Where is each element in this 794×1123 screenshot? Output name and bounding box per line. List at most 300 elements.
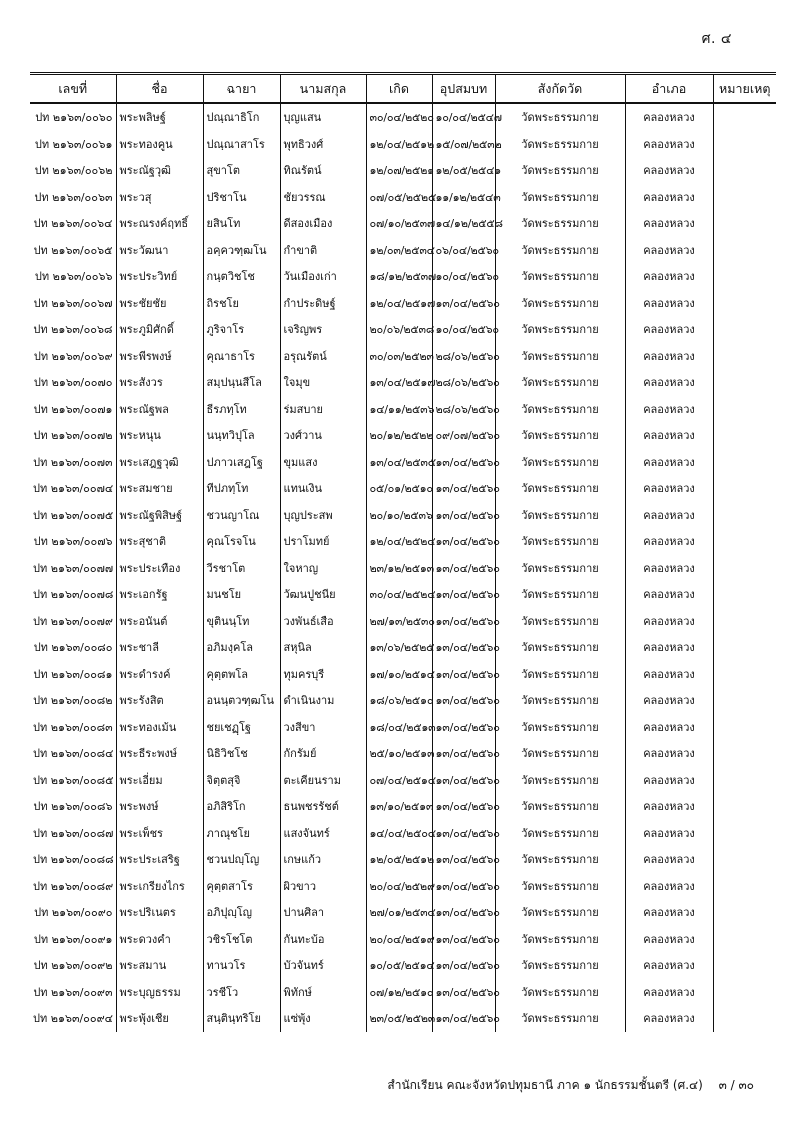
column-header-surname: นามสกุล <box>280 74 366 104</box>
cell-ordained: ๑๓/๐๔/๒๕๖๐ <box>432 820 495 847</box>
cell-surname: ผิวขาว <box>280 873 366 900</box>
cell-district: คลองหลวง <box>625 608 713 635</box>
cell-surname: วงพันธ์เสือ <box>280 608 366 635</box>
cell-born: ๓๐/๐๓/๒๕๒๓ <box>366 343 432 370</box>
cell-surname: ร่มสบาย <box>280 396 366 423</box>
cell-name: พระเอกรัฐ <box>116 581 203 608</box>
cell-surname: วงศ์วาน <box>280 422 366 449</box>
cell-temple: วัดพระธรรมกาย <box>495 1005 625 1032</box>
cell-alias: จิตฺตสุจิ <box>203 767 280 794</box>
cell-alias: อนนฺตวฑฺฒโน <box>203 687 280 714</box>
cell-alias: วีรชาโต <box>203 555 280 582</box>
cell-note <box>713 396 776 423</box>
cell-district: คลองหลวง <box>625 820 713 847</box>
cell-surname: ทิณรัตน์ <box>280 157 366 184</box>
cell-temple: วัดพระธรรมกาย <box>495 449 625 476</box>
table-row <box>30 528 776 555</box>
cell-number: ปท ๒๑๖๓/๐๐๗๙ <box>33 614 113 628</box>
cell-district: คลองหลวง <box>625 343 713 370</box>
cell-district: คลองหลวง <box>625 581 713 608</box>
cell-note <box>713 979 776 1006</box>
cell-note <box>713 634 776 661</box>
cell-note <box>713 1005 776 1032</box>
cell-alias: มนชโย <box>203 581 280 608</box>
cell-temple: วัดพระธรรมกาย <box>495 237 625 264</box>
cell-note <box>713 449 776 476</box>
roster-table <box>30 72 776 1032</box>
cell-district: คลองหลวง <box>625 157 713 184</box>
cell-alias: ทีปภทฺโท <box>203 475 280 502</box>
cell-note <box>713 263 776 290</box>
cell-alias: ปภาวเสฎโฐ <box>203 449 280 476</box>
cell-surname: เกษแก้ว <box>280 846 366 873</box>
table-row <box>30 449 776 476</box>
cell-district: คลองหลวง <box>625 687 713 714</box>
cell-name: พระทองคูน <box>116 131 203 158</box>
cell-alias: กนฺตวิชโช <box>203 263 280 290</box>
column-header-alias: ฉายา <box>203 74 280 104</box>
table-row <box>30 237 776 264</box>
cell-surname: แทนเงิน <box>280 475 366 502</box>
cell-note <box>713 316 776 343</box>
footer-text: สำนักเรียน คณะจังหวัดปทุมธานี ภาค ๑ นักธรรมชั้นตรี (ศ.๔) <box>387 1078 703 1092</box>
cell-district: คลองหลวง <box>625 740 713 767</box>
cell-temple: วัดพระธรรมกาย <box>495 820 625 847</box>
cell-born: ๐๕/๐๑/๒๕๑๐ <box>366 475 432 502</box>
cell-surname: สหุนิล <box>280 634 366 661</box>
cell-born: ๓๐/๐๔/๒๕๒๔ <box>366 581 432 608</box>
cell-born: ๑๘/๐๖/๒๕๑๐ <box>366 687 432 714</box>
table-row <box>30 131 776 158</box>
cell-name: พระพงษ์ <box>116 793 203 820</box>
cell-temple: วัดพระธรรมกาย <box>495 846 625 873</box>
cell-born: ๑๓/๑๐/๒๕๑๓ <box>366 793 432 820</box>
table-row <box>30 184 776 211</box>
cell-ordained: ๑๓/๐๔/๒๕๖๐ <box>432 793 495 820</box>
cell-district: คลองหลวง <box>625 263 713 290</box>
cell-number: ปท ๒๑๖๓/๐๐๘๔ <box>33 747 114 761</box>
cell-name: พระณรงค์ฤทธิ์ <box>116 210 203 237</box>
cell-surname: พุทธิวงศ์ <box>280 131 366 158</box>
cell-note <box>713 687 776 714</box>
cell-born: ๐๗/๐๔/๒๕๑๔ <box>366 767 432 794</box>
table-row <box>30 210 776 237</box>
cell-name: พระเสฎฐวุฒิ <box>116 449 203 476</box>
cell-district: คลองหลวง <box>625 502 713 529</box>
cell-born: ๒๐/๐๔/๒๕๒๙ <box>366 873 432 900</box>
table-row <box>30 103 776 131</box>
cell-surname: ธนพชรรัชต์ <box>280 793 366 820</box>
cell-number: ปท ๒๑๖๓/๐๐๘๐ <box>33 641 113 655</box>
cell-born: ๒๗/๐๑/๒๕๓๔ <box>366 899 432 926</box>
cell-surname: บัวจันทร์ <box>280 952 366 979</box>
cell-ordained: ๑๓/๐๔/๒๕๖๐ <box>432 1005 495 1032</box>
cell-number: ปท ๒๑๖๓/๐๐๗๑ <box>33 402 113 416</box>
table-row <box>30 873 776 900</box>
cell-born: ๑๗/๑๐/๒๕๑๔ <box>366 661 432 688</box>
cell-born: ๒๐/๑๐/๒๕๓๖ <box>366 502 432 529</box>
cell-note <box>713 740 776 767</box>
cell-surname: บุญประสพ <box>280 502 366 529</box>
cell-number: ปท ๒๑๖๓/๐๐๙๔ <box>33 1012 113 1026</box>
cell-name: พระพุ้งเชีย <box>116 1005 203 1032</box>
cell-temple: วัดพระธรรมกาย <box>495 157 625 184</box>
cell-district: คลองหลวง <box>625 449 713 476</box>
cell-temple: วัดพระธรรมกาย <box>495 952 625 979</box>
cell-ordained: ๑๕/๐๗/๒๕๓๒ <box>432 131 495 158</box>
table-row <box>30 581 776 608</box>
cell-district: คลองหลวง <box>625 475 713 502</box>
cell-number: ปท ๒๑๖๓/๐๐๗๐ <box>33 376 113 390</box>
cell-number: ปท ๒๑๖๓/๐๐๘๘ <box>33 853 114 867</box>
cell-name: พระสุชาติ <box>116 528 203 555</box>
cell-surname: แซ่พุ้ง <box>280 1005 366 1032</box>
cell-number: ปท ๒๑๖๓/๐๐๙๓ <box>33 985 113 999</box>
cell-alias: ยสินโท <box>203 210 280 237</box>
cell-born: ๑๒/๐๓/๒๕๓๔ <box>366 237 432 264</box>
cell-ordained: ๑๓/๐๔/๒๕๖๐ <box>432 290 495 317</box>
cell-district: คลองหลวง <box>625 634 713 661</box>
cell-note <box>713 157 776 184</box>
cell-born: ๑๓/๐๔/๒๕๓๕ <box>366 449 432 476</box>
cell-name: พระบุญธรรม <box>116 979 203 1006</box>
cell-note <box>713 846 776 873</box>
cell-alias: นนฺทวิปุโล <box>203 422 280 449</box>
cell-district: คลองหลวง <box>625 899 713 926</box>
table-row <box>30 952 776 979</box>
cell-alias: ชยเชฏฺโฐ <box>203 714 280 741</box>
cell-note <box>713 369 776 396</box>
cell-name: พระดวงคำ <box>116 926 203 953</box>
column-header-district: อำเภอ <box>625 74 713 104</box>
cell-temple: วัดพระธรรมกาย <box>495 184 625 211</box>
cell-note <box>713 555 776 582</box>
cell-district: คลองหลวง <box>625 661 713 688</box>
cell-district: คลองหลวง <box>625 184 713 211</box>
table-row <box>30 369 776 396</box>
cell-number: ปท ๒๑๖๓/๐๐๖๑ <box>34 137 113 151</box>
cell-surname: วันเมืองเก่า <box>280 263 366 290</box>
cell-ordained: ๑๓/๐๔/๒๕๖๐ <box>432 634 495 661</box>
cell-district: คลองหลวง <box>625 979 713 1006</box>
cell-name: พระชาลี <box>116 634 203 661</box>
cell-temple: วัดพระธรรมกาย <box>495 740 625 767</box>
cell-ordained: ๑๓/๐๔/๒๕๖๐ <box>432 475 495 502</box>
cell-ordained: ๑๓/๐๔/๒๕๖๐ <box>432 661 495 688</box>
cell-alias: ถิรชโย <box>203 290 280 317</box>
cell-note <box>713 926 776 953</box>
cell-number: ปท ๒๑๖๓/๐๐๖๒ <box>34 164 113 178</box>
cell-name: พระเกรียงไกร <box>116 873 203 900</box>
cell-temple: วัดพระธรรมกาย <box>495 396 625 423</box>
cell-alias: วชิรโชโต <box>203 926 280 953</box>
cell-temple: วัดพระธรรมกาย <box>495 899 625 926</box>
cell-temple: วัดพระธรรมกาย <box>495 263 625 290</box>
cell-temple: วัดพระธรรมกาย <box>495 131 625 158</box>
cell-name: พระวัฒนา <box>116 237 203 264</box>
cell-number: ปท ๒๑๖๓/๐๐๙๒ <box>33 959 113 973</box>
cell-number: ปท ๒๑๖๓/๐๐๖๘ <box>33 323 113 337</box>
cell-number: ปท ๒๑๖๓/๐๐๖๖ <box>34 270 113 284</box>
cell-name: พระทองเม้น <box>116 714 203 741</box>
cell-temple: วัดพระธรรมกาย <box>495 555 625 582</box>
cell-surname: วงสีขา <box>280 714 366 741</box>
cell-surname: ทุมครบุรี <box>280 661 366 688</box>
cell-district: คลองหลวง <box>625 555 713 582</box>
column-header-born: เกิด <box>366 74 432 104</box>
cell-alias: คุตฺตสาโร <box>203 873 280 900</box>
cell-number: ปท ๒๑๖๓/๐๐๙๑ <box>33 932 113 946</box>
cell-alias: ชวนญาโณ <box>203 502 280 529</box>
cell-number: ปท ๒๑๖๓/๐๐๘๗ <box>33 826 114 840</box>
cell-alias: ปณฺณาสาโร <box>203 131 280 158</box>
cell-surname: ปานศิลา <box>280 899 366 926</box>
cell-number: ปท ๒๑๖๓/๐๐๗๘ <box>33 588 114 602</box>
cell-surname: แสงจันทร์ <box>280 820 366 847</box>
cell-note <box>713 103 776 131</box>
cell-ordained: ๑๔/๑๒/๒๕๕๘ <box>432 210 495 237</box>
cell-temple: วัดพระธรรมกาย <box>495 687 625 714</box>
cell-born: ๑๒/๐๔/๒๕๒๔ <box>366 528 432 555</box>
cell-district: คลองหลวง <box>625 767 713 794</box>
cell-ordained: ๑๓/๐๔/๒๕๖๐ <box>432 873 495 900</box>
cell-ordained: ๑๓/๐๔/๒๕๖๐ <box>432 687 495 714</box>
cell-name: พระเอี่ยม <box>116 767 203 794</box>
table-row <box>30 687 776 714</box>
cell-temple: วัดพระธรรมกาย <box>495 316 625 343</box>
cell-district: คลองหลวง <box>625 369 713 396</box>
cell-born: ๓๐/๐๔/๒๕๒๐ <box>366 103 432 131</box>
cell-alias: ธีรภทฺโท <box>203 396 280 423</box>
cell-district: คลองหลวง <box>625 846 713 873</box>
cell-surname: กำขาติ <box>280 237 366 264</box>
cell-name: พระประวิทย์ <box>116 263 203 290</box>
page-footer <box>387 1076 754 1095</box>
cell-district: คลองหลวง <box>625 103 713 131</box>
cell-temple: วัดพระธรรมกาย <box>495 369 625 396</box>
cell-surname: กำประดิษฐ์ <box>280 290 366 317</box>
cell-temple: วัดพระธรรมกาย <box>495 608 625 635</box>
cell-number: ปท ๒๑๖๓/๐๐๖๕ <box>33 243 113 257</box>
cell-temple: วัดพระธรรมกาย <box>495 793 625 820</box>
cell-born: ๒๕/๑๐/๒๕๑๓ <box>366 740 432 767</box>
cell-surname: กักรัมย์ <box>280 740 366 767</box>
cell-temple: วัดพระธรรมกาย <box>495 528 625 555</box>
cell-note <box>713 502 776 529</box>
cell-alias: สนฺตินฺทริโย <box>203 1005 280 1032</box>
table-row <box>30 475 776 502</box>
cell-born: ๐๗/๑๒/๒๕๑๐ <box>366 979 432 1006</box>
cell-ordained: ๑๓/๐๔/๒๕๖๐ <box>432 528 495 555</box>
cell-ordained: ๑๒/๐๕/๒๕๔๑ <box>432 157 495 184</box>
cell-district: คลองหลวง <box>625 926 713 953</box>
cell-number: ปท ๒๑๖๓/๐๐๖๔ <box>33 217 113 231</box>
cell-ordained: ๑๓/๐๔/๒๕๖๐ <box>432 740 495 767</box>
cell-alias: ขุตินนฺโท <box>203 608 280 635</box>
cell-note <box>713 528 776 555</box>
cell-alias: นิธิวิชโช <box>203 740 280 767</box>
cell-note <box>713 290 776 317</box>
cell-district: คลองหลวง <box>625 422 713 449</box>
cell-ordained: ๑๓/๐๔/๒๕๖๐ <box>432 846 495 873</box>
cell-name: พระเพ็ชร <box>116 820 203 847</box>
cell-surname: ตะเคียนราม <box>280 767 366 794</box>
cell-surname: ใจหาญ <box>280 555 366 582</box>
cell-surname: ดีสองเมือง <box>280 210 366 237</box>
cell-note <box>713 661 776 688</box>
cell-born: ๒๐/๑๒/๒๕๒๒ <box>366 422 432 449</box>
cell-temple: วัดพระธรรมกาย <box>495 979 625 1006</box>
cell-ordained: ๑๓/๐๔/๒๕๖๐ <box>432 952 495 979</box>
cell-alias: ทานวโร <box>203 952 280 979</box>
table-row <box>30 396 776 423</box>
cell-number: ปท ๒๑๖๓/๐๐๗๓ <box>33 455 113 469</box>
table-row <box>30 899 776 926</box>
cell-born: ๑๔/๐๔/๒๕๐๔ <box>366 820 432 847</box>
cell-surname: กันทะบ้อ <box>280 926 366 953</box>
cell-name: พระพีรพงษ์ <box>116 343 203 370</box>
cell-name: พระสมาน <box>116 952 203 979</box>
table-row <box>30 740 776 767</box>
cell-district: คลองหลวง <box>625 210 713 237</box>
cell-alias: ชวนปญฺโญ <box>203 846 280 873</box>
cell-ordained: ๐๙/๐๗/๒๕๖๐ <box>432 422 495 449</box>
cell-born: ๑๘/๐๔/๒๕๑๓ <box>366 714 432 741</box>
cell-number: ปท ๒๑๖๓/๐๐๘๕ <box>33 773 114 787</box>
cell-temple: วัดพระธรรมกาย <box>495 343 625 370</box>
cell-born: ๒๗/๑๓/๒๕๓๐ <box>366 608 432 635</box>
cell-district: คลองหลวง <box>625 396 713 423</box>
cell-number: ปท ๒๑๖๓/๐๐๖๙ <box>33 349 113 363</box>
cell-temple: วัดพระธรรมกาย <box>495 475 625 502</box>
cell-number: ปท ๒๑๖๓/๐๐๗๒ <box>33 429 113 443</box>
cell-number: ปท ๒๑๖๓/๐๐๖๗ <box>33 296 113 310</box>
cell-born: ๒๐/๐๖/๒๕๓๘ <box>366 316 432 343</box>
cell-number: ปท ๒๑๖๓/๐๐๗๔ <box>33 482 114 496</box>
table-row <box>30 979 776 1006</box>
cell-alias: คุณโรจโน <box>203 528 280 555</box>
cell-note <box>713 237 776 264</box>
cell-ordained: ๑๐/๐๔/๒๕๖๐ <box>432 263 495 290</box>
cell-born: ๒๓/๑๒/๒๕๑๓ <box>366 555 432 582</box>
cell-number: ปท ๒๑๖๓/๐๐๘๖ <box>33 800 113 814</box>
cell-name: พระรังสิต <box>116 687 203 714</box>
cell-name: พระประเทือง <box>116 555 203 582</box>
cell-note <box>713 608 776 635</box>
cell-surname: วัฒนปูชนีย <box>280 581 366 608</box>
cell-note <box>713 131 776 158</box>
cell-note <box>713 820 776 847</box>
cell-ordained: ๑๓/๐๔/๒๕๖๐ <box>432 449 495 476</box>
form-code: ศ. ๔ <box>701 31 732 47</box>
cell-note <box>713 873 776 900</box>
cell-alias: ภูริจาโร <box>203 316 280 343</box>
cell-note <box>713 581 776 608</box>
cell-number: ปท ๒๑๖๓/๐๐๗๖ <box>33 535 113 549</box>
table-header <box>30 74 776 104</box>
cell-born: ๑๓/๐๖/๒๕๒๕ <box>366 634 432 661</box>
cell-number: ปท ๒๑๖๓/๐๐๘๙ <box>33 879 114 893</box>
cell-name: พระปริเนตร <box>116 899 203 926</box>
page-number: ๓ / ๓๐ <box>718 1078 754 1092</box>
cell-name: พระวสุ <box>116 184 203 211</box>
cell-name: พระณัฐพล <box>116 396 203 423</box>
cell-alias: คุตฺตพโล <box>203 661 280 688</box>
cell-ordained: ๑๑/๑๒/๒๕๔๓ <box>432 184 495 211</box>
cell-note <box>713 714 776 741</box>
cell-alias: วรชีโว <box>203 979 280 1006</box>
cell-surname: พิทักษ์ <box>280 979 366 1006</box>
cell-note <box>713 952 776 979</box>
cell-temple: วัดพระธรรมกาย <box>495 502 625 529</box>
cell-ordained: ๒๘/๐๖/๒๕๖๐ <box>432 343 495 370</box>
cell-note <box>713 184 776 211</box>
cell-name: พระสมชาย <box>116 475 203 502</box>
cell-temple: วัดพระธรรมกาย <box>495 767 625 794</box>
table-row <box>30 714 776 741</box>
cell-district: คลองหลวง <box>625 528 713 555</box>
table-row <box>30 1005 776 1032</box>
cell-alias: สมฺปนฺนสีโล <box>203 369 280 396</box>
cell-number: ปท ๒๑๖๓/๐๐๗๕ <box>33 508 114 522</box>
cell-number: ปท ๒๑๖๓/๐๐๗๗ <box>33 561 114 575</box>
table-row <box>30 820 776 847</box>
cell-born: ๑๔/๑๑/๒๕๓๖ <box>366 396 432 423</box>
cell-alias: คุณาธาโร <box>203 343 280 370</box>
cell-alias: ปริชาโน <box>203 184 280 211</box>
cell-temple: วัดพระธรรมกาย <box>495 103 625 131</box>
cell-number: ปท ๒๑๖๓/๐๐๘๒ <box>33 694 113 708</box>
cell-district: คลองหลวง <box>625 714 713 741</box>
cell-name: พระสังวร <box>116 369 203 396</box>
cell-name: พระดำรงค์ <box>116 661 203 688</box>
cell-name: พระประเสริฐ <box>116 846 203 873</box>
cell-ordained: ๑๓/๐๔/๒๕๖๐ <box>432 926 495 953</box>
cell-ordained: ๑๓/๐๔/๒๕๖๐ <box>432 714 495 741</box>
cell-alias: อคฺควฑฺฒโน <box>203 237 280 264</box>
cell-name: พระพลิษฐ์ <box>116 103 203 131</box>
cell-born: ๑๓/๐๔/๒๕๑๗ <box>366 369 432 396</box>
column-header-temple: สังกัดวัด <box>495 74 625 104</box>
cell-ordained: ๑๐/๐๔/๒๕๖๐ <box>432 316 495 343</box>
cell-note <box>713 210 776 237</box>
cell-born: ๑๘/๑๒/๒๕๓๗ <box>366 263 432 290</box>
table-row <box>30 555 776 582</box>
cell-surname: เจริญพร <box>280 316 366 343</box>
cell-district: คลองหลวง <box>625 793 713 820</box>
table-body <box>30 103 776 1032</box>
cell-district: คลองหลวง <box>625 1005 713 1032</box>
table-row <box>30 290 776 317</box>
cell-name: พระธีระพงษ์ <box>116 740 203 767</box>
cell-surname: ขุมแสง <box>280 449 366 476</box>
table-row <box>30 343 776 370</box>
cell-district: คลองหลวง <box>625 873 713 900</box>
table-row <box>30 316 776 343</box>
cell-alias: อภิสิริโก <box>203 793 280 820</box>
cell-note <box>713 475 776 502</box>
cell-ordained: ๑๐/๐๔/๒๕๔๗ <box>432 103 495 131</box>
cell-born: ๑๒/๐๔/๒๕๑๒ <box>366 131 432 158</box>
cell-ordained: ๑๓/๐๔/๒๕๖๐ <box>432 581 495 608</box>
cell-temple: วัดพระธรรมกาย <box>495 634 625 661</box>
cell-name: พระหนุน <box>116 422 203 449</box>
table-row <box>30 793 776 820</box>
cell-born: ๒๓/๐๕/๒๕๒๓ <box>366 1005 432 1032</box>
table-row <box>30 767 776 794</box>
cell-temple: วัดพระธรรมกาย <box>495 422 625 449</box>
cell-note <box>713 343 776 370</box>
